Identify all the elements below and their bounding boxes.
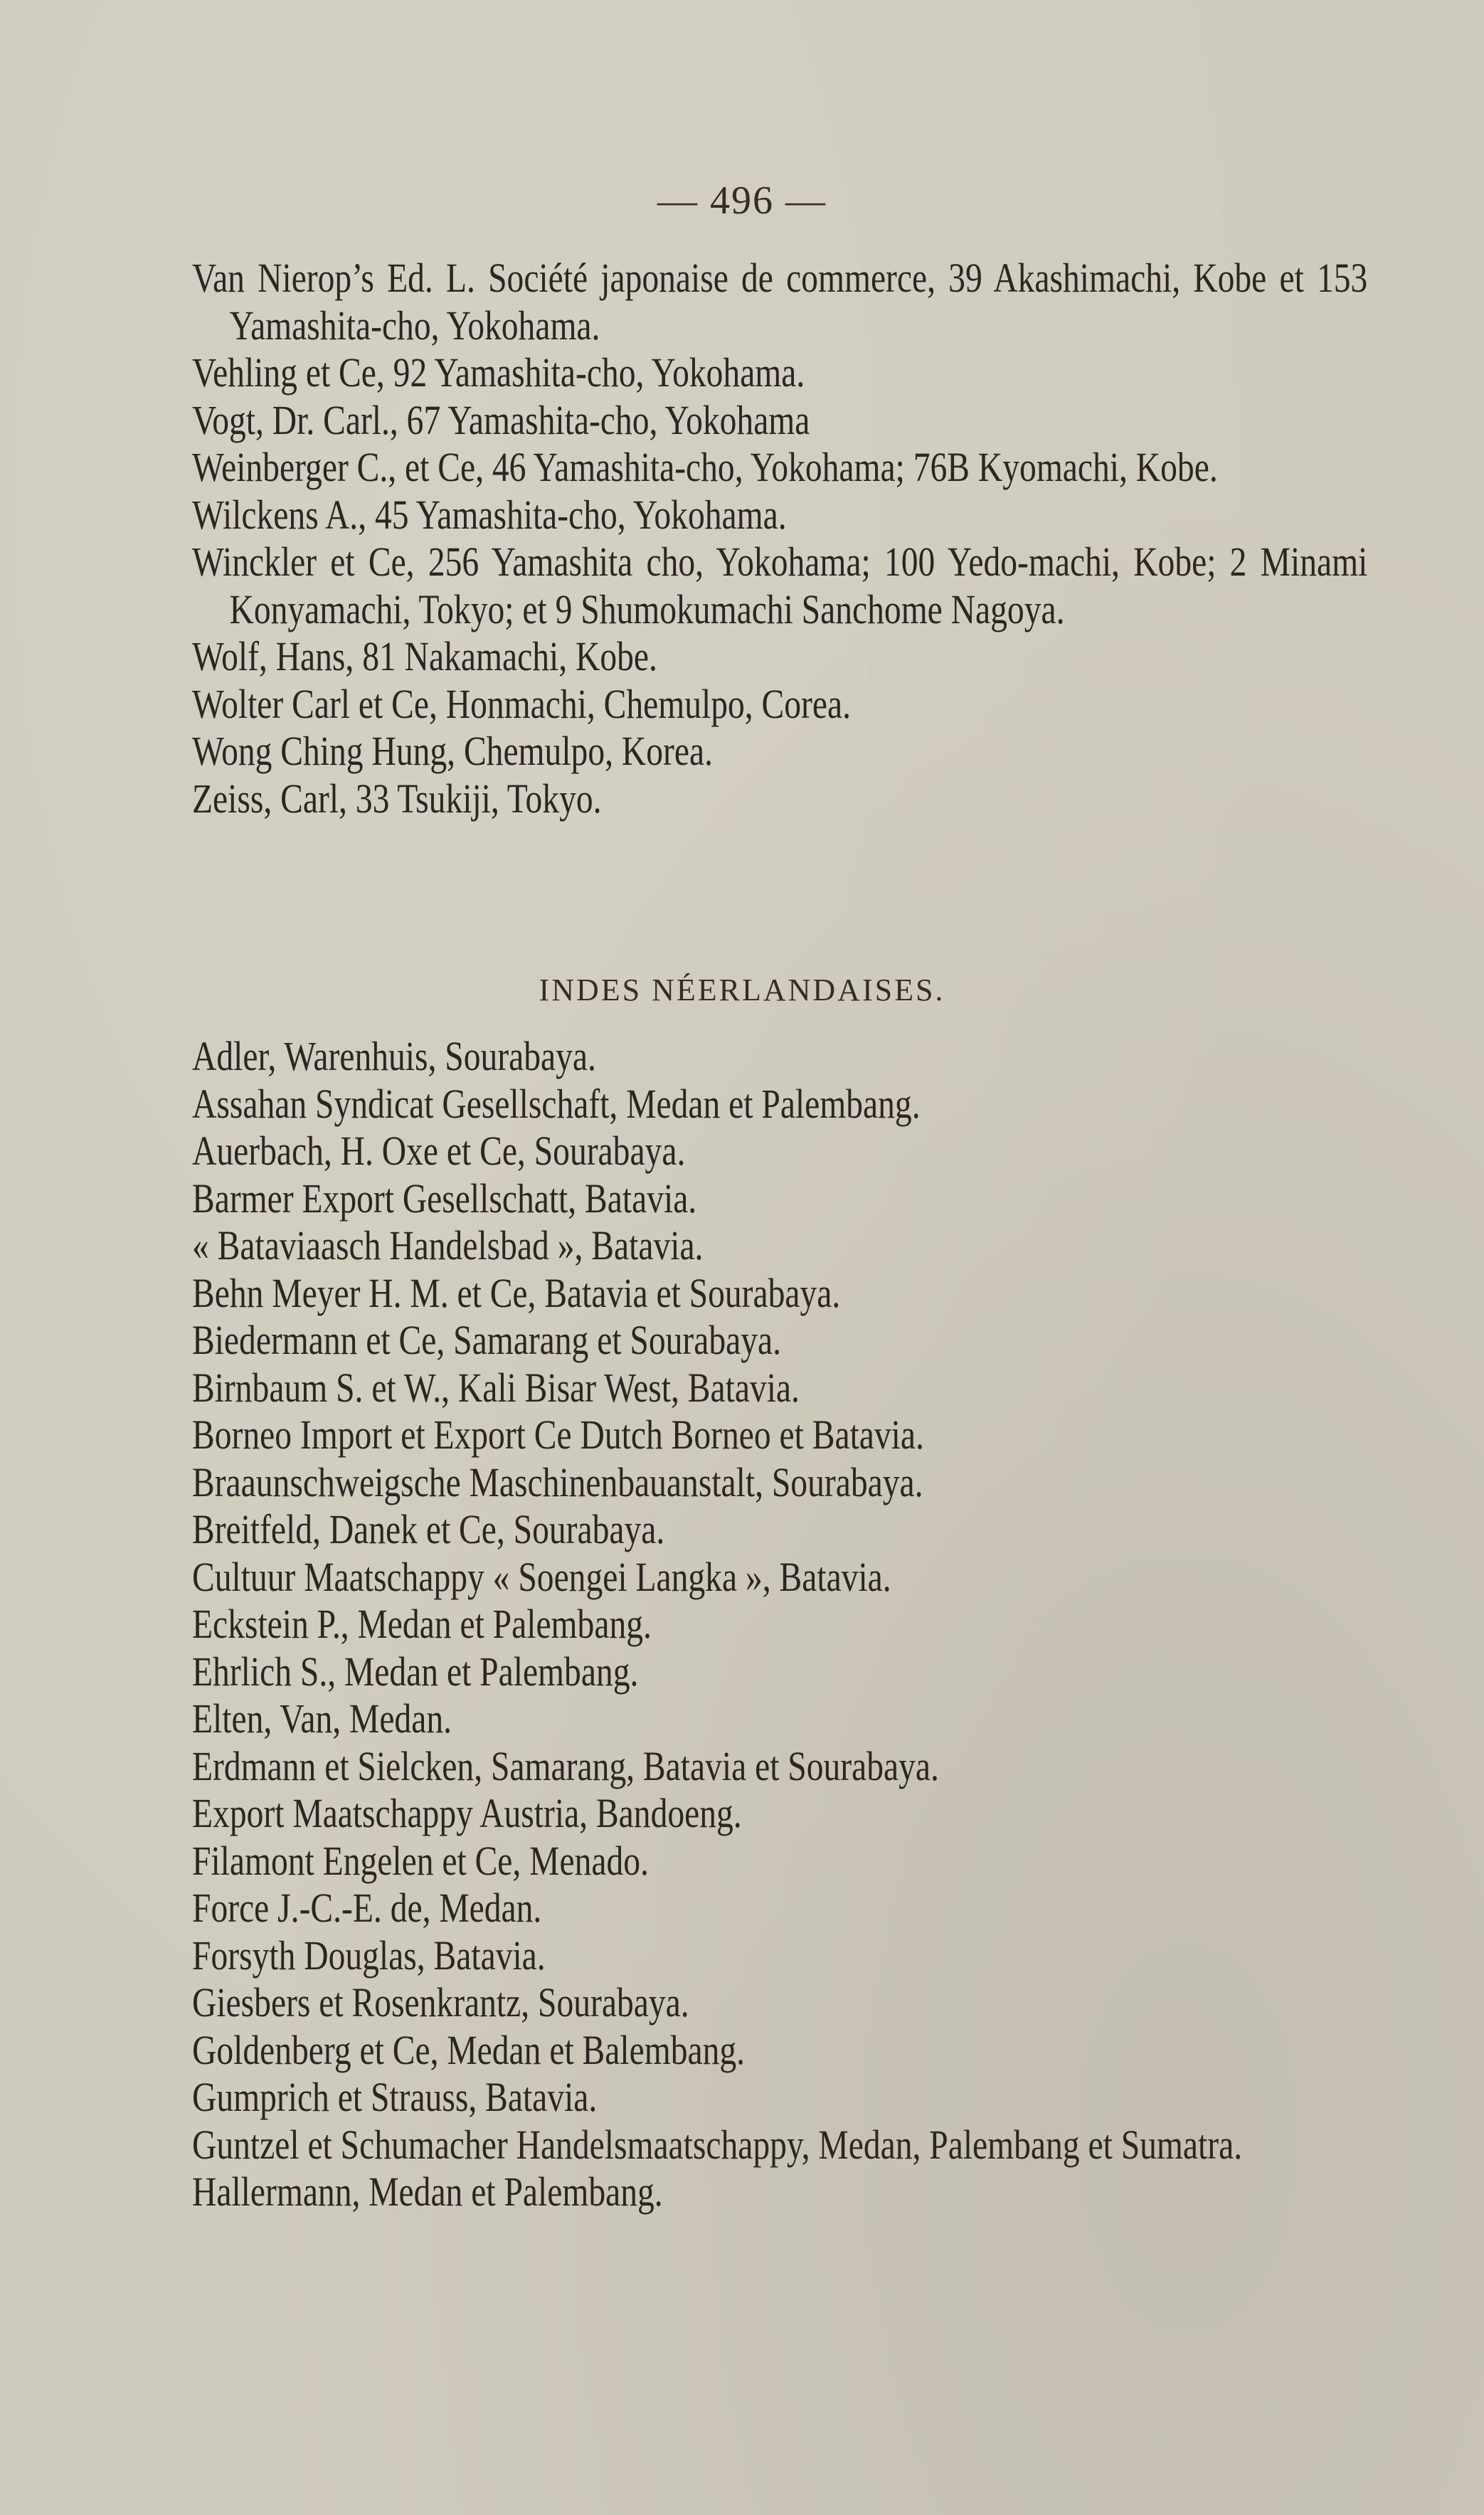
directory-entry: Hallermann, Medan et Palembang. <box>192 2169 663 2215</box>
directory-entry: Braaunschweigsche Maschinenbauanstalt, Sourabaya. <box>192 1458 923 1505</box>
directory-entry: Birnbaum S. et W., Kali Bisar West, Batavia. <box>192 1364 800 1411</box>
directory-entry: Forsyth Douglas, Batavia. <box>192 1932 546 1979</box>
directory-entry: Ehrlich S., Medan et Palembang. <box>192 1648 639 1695</box>
directory-entry: Cultuur Maatschappy « Soengei Langka », Batavia. <box>192 1553 891 1600</box>
directory-entry: Giesbers et Rosenkrantz, Sourabaya. <box>192 1979 689 2026</box>
directory-entry: Elten, Van, Medan. <box>192 1695 452 1742</box>
directory-entry: Behn Meyer H. M. et Ce, Batavia et Sourabaya. <box>192 1269 841 1316</box>
directory-entry: Assahan Syndicat Gesellschaft, Medan et Palembang. <box>192 1080 921 1127</box>
directory-entry: Zeiss, Carl, 33 Tsukiji, Tokyo. <box>192 775 602 822</box>
directory-entry: Force J.-C.-E. de, Medan. <box>192 1885 542 1931</box>
directory-entry: Van Nierop’s Ed. L. Société japonaise de commerce, 39 Akashimachi, Kobe et 153 Yamashita-cho, Yokohama. <box>192 255 1368 349</box>
directory-entry: Winckler et Ce, 256 Yamashita cho, Yokohama; 100 Yedo-machi, Kobe; 2 Minami Konyamachi, Tokyo; et 9 Shumokumachi Sanchome Nagoya. <box>192 539 1368 632</box>
directory-entry: Gumprich et Strauss, Batavia. <box>192 2074 598 2120</box>
directory-entry: Eckstein P., Medan et Palembang. <box>192 1601 652 1647</box>
directory-list-indes <box>192 1033 1330 2216</box>
directory-entry: Goldenberg et Ce, Medan et Balembang. <box>192 2026 746 2073</box>
directory-entry: Guntzel et Schumacher Handelsmaatschappy, Medan, Palembang et Sumatra. <box>192 2121 1243 2168</box>
directory-entry: Wong Ching Hung, Chemulpo, Korea. <box>192 728 713 774</box>
directory-entry: Breitfeld, Danek et Ce, Sourabaya. <box>192 1506 665 1552</box>
directory-entry: Export Maatschappy Austria, Bandoeng. <box>192 1790 742 1836</box>
directory-entry: Adler, Warenhuis, Sourabaya. <box>192 1033 596 1079</box>
directory-entry: Vogt, Dr. Carl., 67 Yamashita-cho, Yokohama <box>192 396 810 443</box>
directory-entry: Biedermann et Ce, Samarang et Sourabaya. <box>192 1317 782 1363</box>
directory-entry: Erdmann et Sielcken, Samarang, Batavia et Sourabaya. <box>192 1742 939 1789</box>
directory-entry: Wilckens A., 45 Yamashita-cho, Yokohama. <box>192 491 787 538</box>
directory-entry: Weinberger C., et Ce, 46 Yamashita-cho, Yokohama; 76B Kyomachi, Kobe. <box>192 444 1218 490</box>
directory-entry: Filamont Engelen et Ce, Menado. <box>192 1837 649 1884</box>
directory-list-japan <box>192 255 1368 822</box>
directory-entry: Vehling et Ce, 92 Yamashita-cho, Yokohama. <box>192 349 805 396</box>
directory-entry: « Bataviaasch Handelsbad », Batavia. <box>192 1222 704 1269</box>
page-number: — 496 — <box>657 179 827 223</box>
directory-entry: Borneo Import et Export Ce Dutch Borneo et Batavia. <box>192 1412 924 1458</box>
directory-entry: Wolter Carl et Ce, Honmachi, Chemulpo, Corea. <box>192 680 852 727</box>
section-heading: INDES NÉERLANDAISES. <box>539 973 945 1007</box>
directory-entry: Wolf, Hans, 81 Nakamachi, Kobe. <box>192 633 657 679</box>
directory-entry: Barmer Export Gesellschatt, Batavia. <box>192 1175 697 1222</box>
directory-entry: Auerbach, H. Oxe et Ce, Sourabaya. <box>192 1128 686 1174</box>
